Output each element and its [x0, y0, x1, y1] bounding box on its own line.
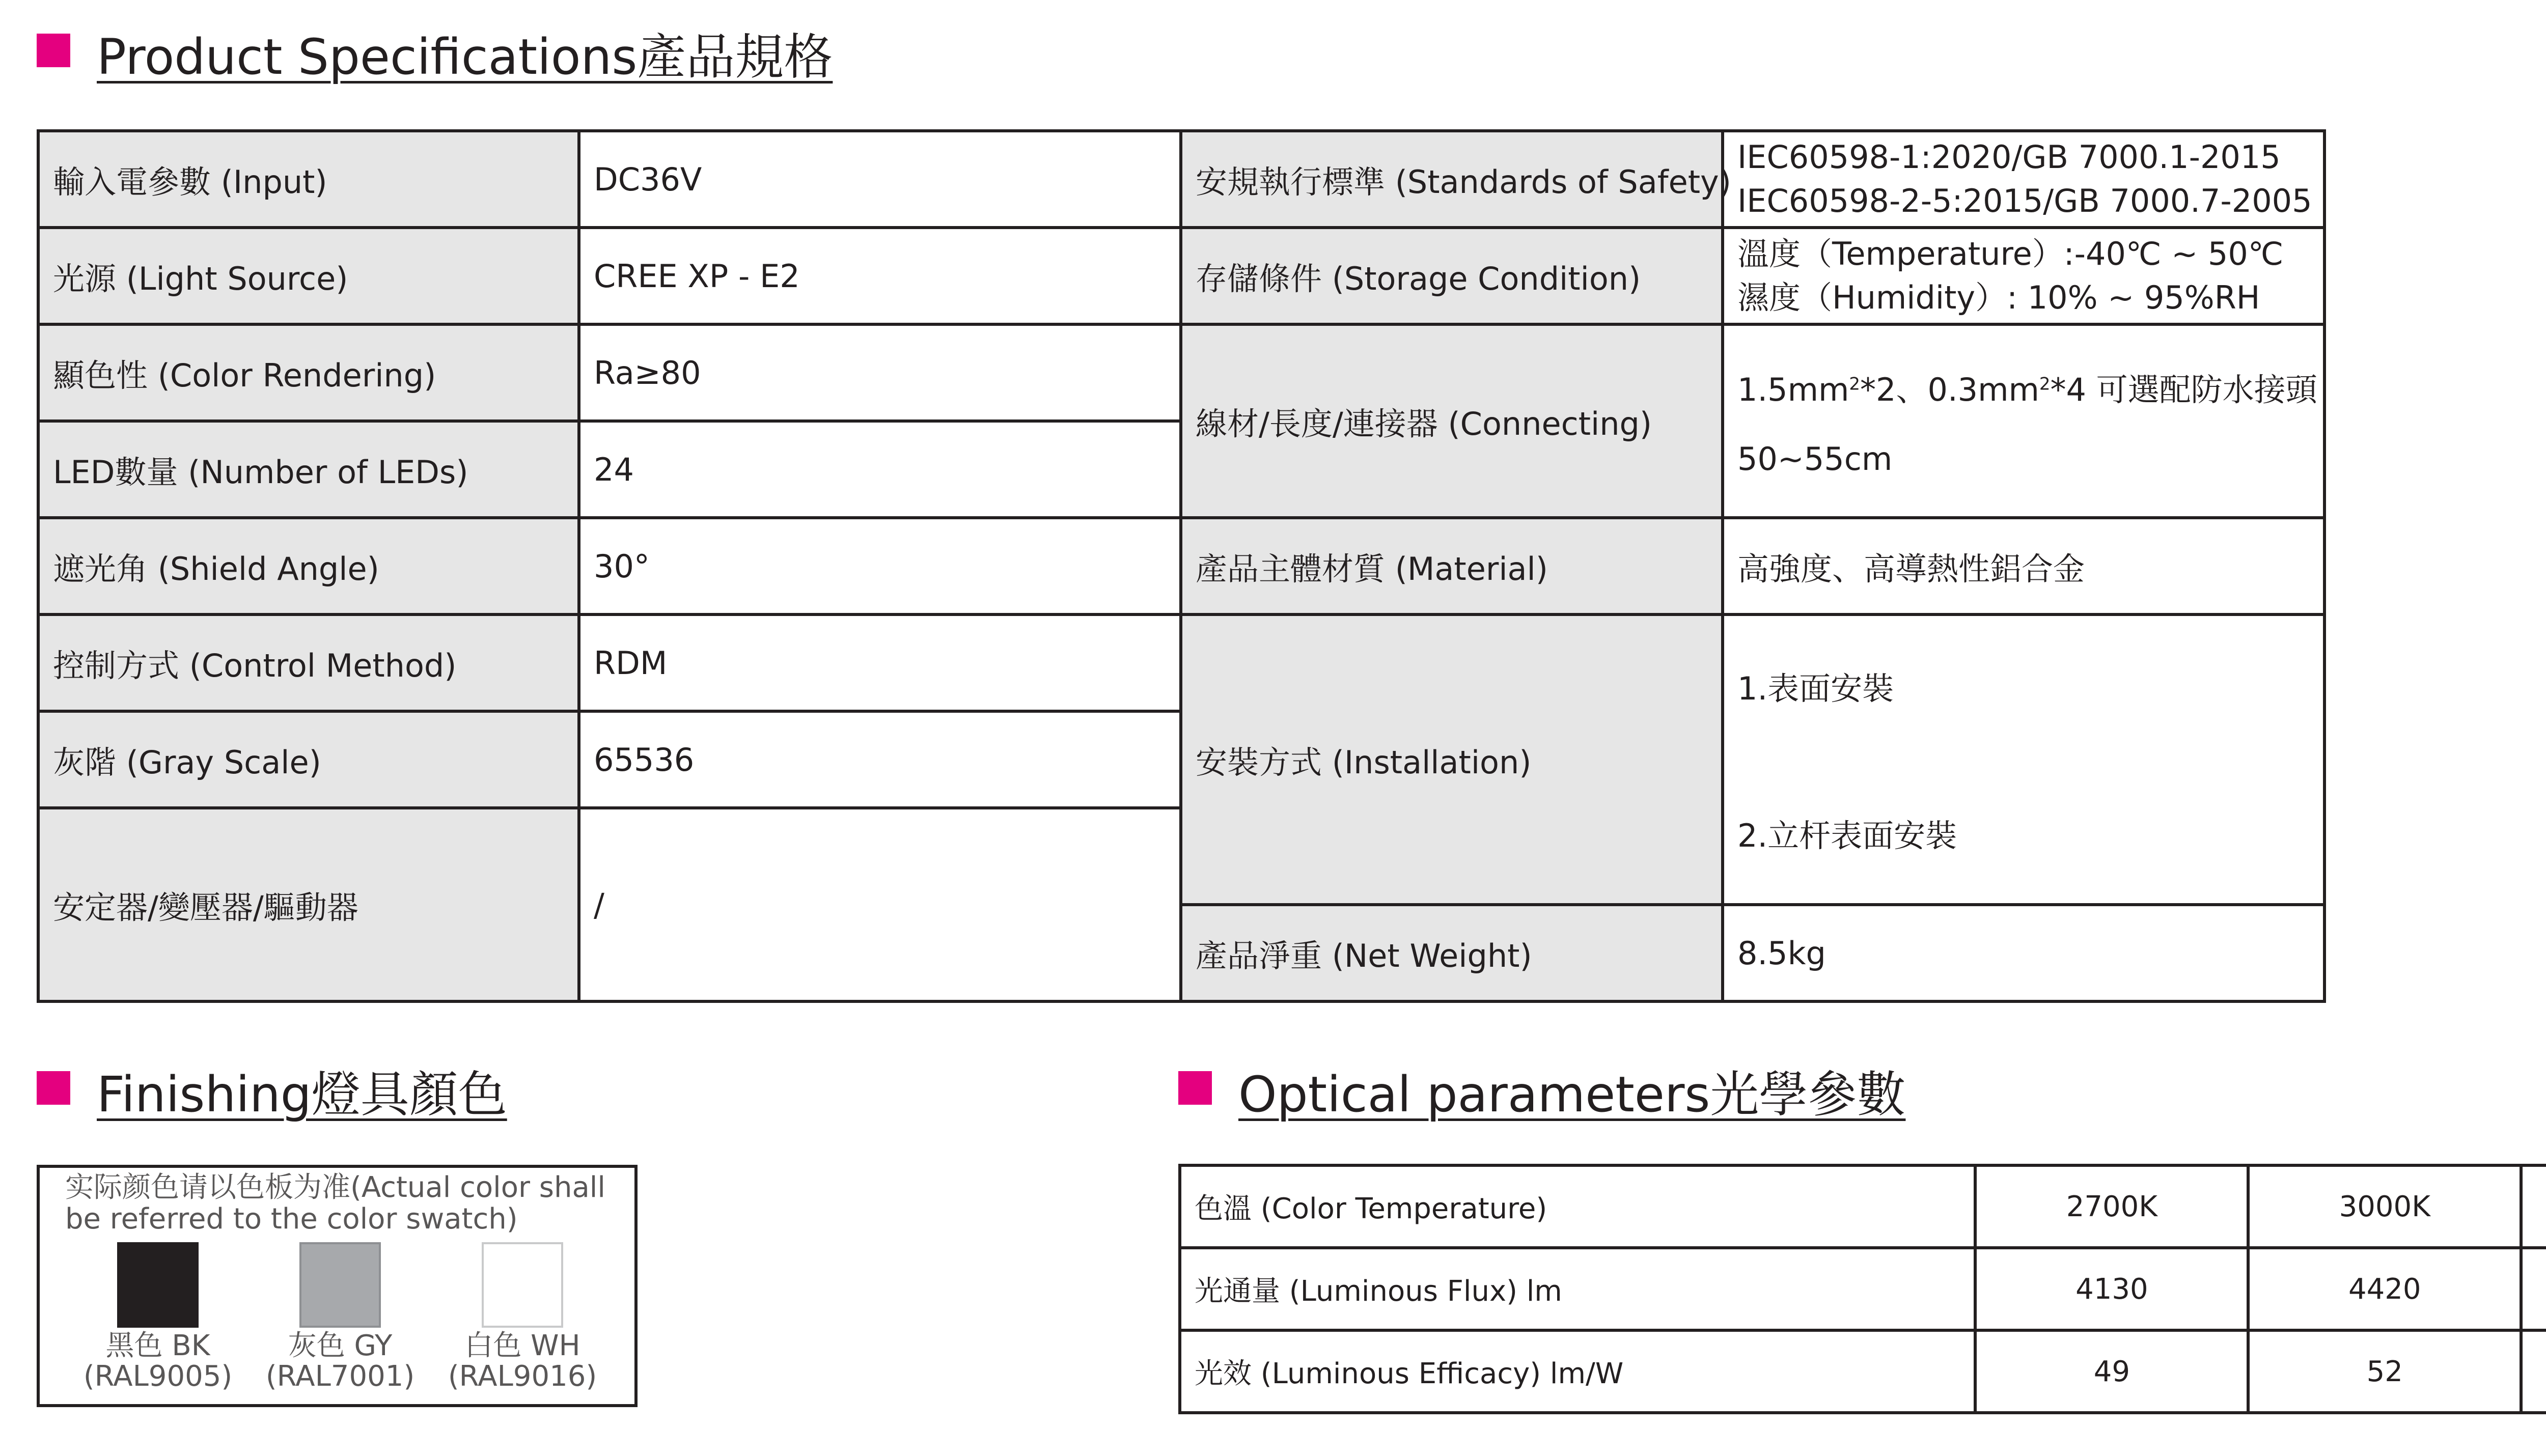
swatch-black: [117, 1242, 199, 1328]
led-count-value: 24: [579, 421, 1181, 518]
swatch-white: [482, 1242, 563, 1328]
safety-label: 安規執行標準 (Standards of Safety): [1181, 131, 1723, 228]
swatch-gray-code: (RAL7001): [265, 1360, 415, 1393]
color-temperature-label: 色溫 (Color Temperature): [1180, 1165, 1975, 1248]
connecting-label: 線材/長度/連接器 (Connecting): [1181, 324, 1723, 518]
installation-value: [1723, 614, 2324, 905]
spec-section-title: Product Specifications產品規格: [97, 29, 833, 86]
flux-3000: 4420: [2248, 1248, 2521, 1330]
color-rendering-label: 顯色性 (Color Rendering): [38, 324, 579, 421]
luminous-efficacy-label: 光效 (Luminous Efficacy) lm/W: [1180, 1330, 1975, 1413]
storage-label: 存儲條件 (Storage Condition): [1181, 228, 1723, 324]
swatch-white-label: [446, 1331, 599, 1392]
connecting-length: 50~55cm: [1737, 440, 1893, 478]
safety-value-line-2: IEC60598-2-5:2015/GB 7000.7-2005: [1737, 182, 2312, 219]
table-row: [1180, 1330, 2546, 1413]
table-row: [38, 324, 2324, 421]
shield-angle-label: 遮光角 (Shield Angle): [38, 518, 579, 614]
control-label: 控制方式 (Control Method): [38, 614, 579, 711]
color-note: 实际颜色请以色板为准(Actual color shall be referred to the color swatch): [65, 1171, 605, 1236]
weight-value: 8.5kg: [1723, 905, 2324, 1001]
storage-humidity: 濕度（Humidity）: 10% ~ 95%RH: [1737, 279, 2260, 316]
section-marker-finishing: [37, 1071, 70, 1105]
table-row: [38, 228, 2324, 324]
cable-sup-1: 2: [1849, 374, 1861, 395]
ballast-label: 安定器/變壓器/驅動器: [38, 808, 579, 1001]
gray-scale-label: 灰階 (Gray Scale): [38, 711, 579, 808]
section-marker-optical: [1178, 1071, 1212, 1105]
ballast-value: /: [579, 808, 1181, 1001]
safety-value-line-1: IEC60598-1:2020/GB 7000.1-2015: [1737, 138, 2281, 176]
installation-option-1: 1.表面安裝: [1737, 670, 1894, 707]
finishing-panel: [37, 1165, 638, 1407]
swatch-gray-label: [264, 1331, 417, 1392]
table-row: [1180, 1248, 2546, 1330]
efficacy-3500: [2521, 1330, 2546, 1413]
table-row: [38, 131, 2324, 228]
input-label: 輸入電參數 (Input): [38, 131, 579, 228]
efficacy-2700: 49: [1975, 1330, 2248, 1413]
luminous-flux-label: 光通量 (Luminous Flux) lm: [1180, 1248, 1975, 1330]
light-source-value: CREE XP - E2: [579, 228, 1181, 324]
control-value: RDM: [579, 614, 1181, 711]
led-count-label: LED數量 (Number of LEDs): [38, 421, 579, 518]
flux-3500: [2521, 1248, 2546, 1330]
cct-3000: 3000K: [2248, 1165, 2521, 1248]
color-rendering-value: Ra≥80: [579, 324, 1181, 421]
material-value: 高強度、高導熱性鋁合金: [1723, 518, 2324, 614]
material-label: 產品主體材質 (Material): [1181, 518, 1723, 614]
optical-section-title: Optical parameters光學參數: [1238, 1066, 1906, 1123]
gray-scale-value: 65536: [579, 711, 1181, 808]
connecting-value: [1723, 324, 2324, 518]
safety-value: [1723, 131, 2324, 228]
spec-table: [37, 129, 2326, 1003]
section-marker-spec: [37, 34, 70, 67]
swatch-white-code: (RAL9016): [448, 1360, 597, 1393]
swatch-black-label: [81, 1331, 234, 1392]
cable-sup-2: 2: [2039, 374, 2051, 395]
connecting-cable-spec: [1737, 371, 2317, 408]
table-row: [38, 614, 2324, 711]
optical-table: [1178, 1164, 2546, 1414]
finishing-section-title: Finishing燈具顏色: [97, 1066, 507, 1123]
cable-size-1: 1.5mm: [1737, 371, 1849, 408]
swatch-gray-name: 灰色 GY: [288, 1329, 393, 1362]
cable-option: *4 可選配防水接頭: [2050, 371, 2317, 408]
light-source-label: 光源 (Light Source): [38, 228, 579, 324]
cct-3500: [2521, 1165, 2546, 1248]
swatch-black-code: (RAL9005): [83, 1360, 233, 1393]
input-value: DC36V: [579, 131, 1181, 228]
installation-option-2: 2.立杆表面安裝: [1737, 817, 1957, 854]
table-row: [38, 518, 2324, 614]
table-row: [1180, 1165, 2546, 1248]
storage-temperature: 溫度（Temperature）:-40℃ ~ 50℃: [1737, 235, 2284, 272]
flux-2700: 4130: [1975, 1248, 2248, 1330]
storage-value: [1723, 228, 2324, 324]
efficacy-3000: 52: [2248, 1330, 2521, 1413]
weight-label: 產品淨重 (Net Weight): [1181, 905, 1723, 1001]
swatch-gray: [299, 1242, 381, 1328]
cable-size-2: *2、0.3mm: [1860, 371, 2039, 408]
swatch-black-name: 黑色 BK: [105, 1329, 210, 1362]
cct-2700: 2700K: [1975, 1165, 2248, 1248]
swatch-white-name: 白色 WH: [464, 1329, 580, 1362]
installation-label: 安裝方式 (Installation): [1181, 614, 1723, 905]
shield-angle-value: 30°: [579, 518, 1181, 614]
